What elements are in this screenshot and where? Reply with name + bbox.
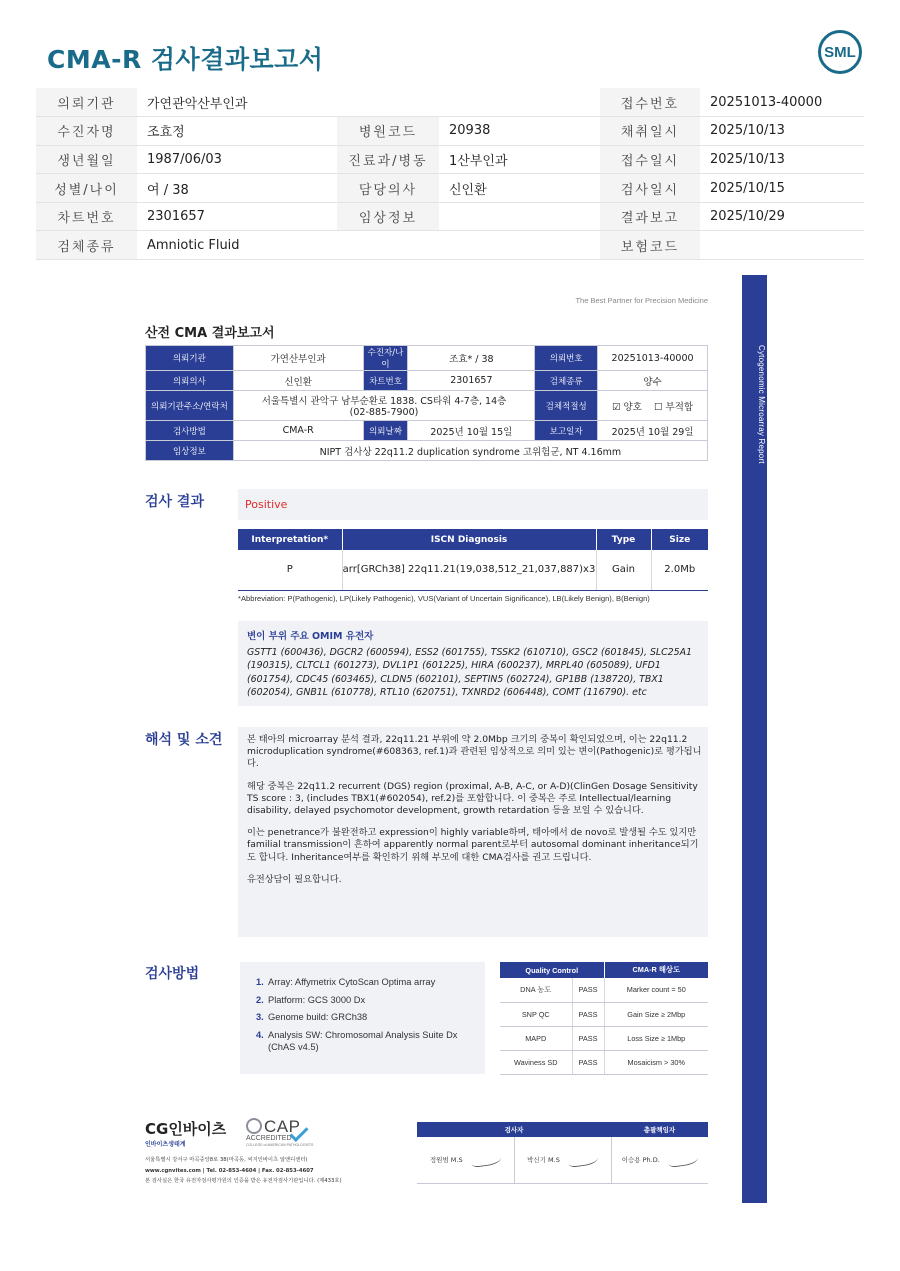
signature-cell [514,1137,611,1183]
header-value: 조효정 [137,117,337,146]
cg-invites-subtitle: 인바이츠생태계 [145,1141,186,1148]
qc-cell: Loss Size ≥ 1Mbp [604,1026,708,1050]
qc-header: Quality Control [500,962,604,978]
header-value: Amniotic Fluid [137,231,337,260]
quality-control-table [500,962,708,1075]
result-header: Size [651,529,708,550]
request-info-table [145,345,708,461]
result-header: Interpretation* [238,529,342,550]
info-label: 임상정보 [146,441,234,461]
header-value: 2025/10/13 [700,117,864,146]
header-label: 의뢰기관 [36,88,137,117]
header-label: 결과보고 [600,202,700,231]
signer-name: 박신기 M.S [527,1155,560,1164]
header-value: 20251013-40000 [700,88,864,117]
qc-cell: DNA 농도 [500,978,572,1002]
side-bar-label: Cytogenomic Microarray Report [757,345,766,464]
qc-cell: Waviness SD [500,1050,572,1074]
header-value: 1987/06/03 [137,145,337,174]
signature-table [417,1122,708,1184]
header-row [36,231,864,260]
qc-header: CMA-R 해상도 [604,962,708,978]
cma-report-title: 산전 CMA 결과보고서 [145,326,275,341]
header-value: 여 / 38 [137,174,337,203]
signature-mark [667,1151,699,1168]
cap-seal-icon [246,1118,262,1134]
signature-header: 총괄책임자 [611,1122,708,1137]
qc-row [500,1026,708,1050]
header-row [36,174,864,203]
info-value: 신인환 [233,371,363,391]
address-line: 서울특별시 관악구 남부순환로 1838. CS타워 4-7층, 14층 [261,396,507,407]
info-label: 의뢰기관 [146,346,234,371]
cap-college-name: COLLEGE of AMERICAN PATHOLOGISTS [246,1143,314,1147]
report-title: CMA-R 검사결과보고서 [47,45,324,74]
info-row [146,441,708,461]
result-cell: P [238,550,342,590]
result-header: ISCN Diagnosis [342,529,596,550]
signature-row [417,1137,708,1183]
interpretation-paragraph: 본 태아의 microarray 분석 결과, 22q11.21 부위에 약 2.0Mbp 크기의 중복이 확인되었으며, 이는 22q11.2 microduplication syndrome(#608363, ref.1)과 관련된 임상적으로 의미 있는 변이(Pathogenic)로 평가됩니다. [247,734,702,770]
info-label: 의뢰날짜 [363,421,408,441]
header-label: 접수번호 [600,88,700,117]
result-status: Positive [245,498,288,511]
header-label: 진료과/병동 [337,145,439,174]
method-number: 3. [256,1012,264,1022]
info-label: 의뢰번호 [535,346,598,371]
header-label: 차트번호 [36,202,137,231]
header-label: 보험코드 [600,231,700,260]
interpretation-text [247,734,702,896]
signer-name: 정원범 M.S [429,1155,463,1164]
signature-header-row [417,1122,708,1137]
patient-header-table [36,88,864,260]
omim-gene-list: GSTT1 (600436), DGCR2 (600594), ESS2 (601755), TSSK2 (610710), GSC2 (601845), SLC25A1 (190315), CLTCL1 (601273), DVL1P1 (601225), HIRA (600237), MRPL40 (605089), UFD1 (601754), CDC45 (603465), CLDN5 (602101), SEPTIN5 (602724), GP1BB (138720), TBX1 (602054), GNB1L (610778), RTL10 (620751), TXNRD2 (606448), COMT (116790). etc [247,647,692,698]
info-row [146,391,708,421]
result-status-box [238,489,708,520]
lab-footer [145,1155,415,1187]
lab-contact: www.cgnvites.com | Tel. 02-853-4604 | Fax. 02-853-4607 [145,1167,314,1174]
method-list [256,976,481,1058]
info-label: 검사방법 [146,421,234,441]
qc-cell: PASS [572,978,604,1002]
signature-cell [611,1137,708,1183]
interpretation-paragraph: 해당 중복은 22q11.2 recurrent (DGS) region (proximal, A-B, A-C, or A-D)(ClinGen Dosage Sensitivity TS score : 3, (includes TBX1(#602054), ref.2)를 포함합니다. 이 중복은 주로 Intellectual/learning disability, delayed psychomotor development, growth retardation 등을 보일 수 있습니다. [247,780,698,817]
header-value: 2025/10/29 [700,202,864,231]
result-cell: Gain [596,550,651,590]
info-row [146,346,708,371]
info-label: 수진자/나이 [363,346,408,371]
method-number: 1. [256,977,264,987]
qc-row [500,1002,708,1026]
header-label: 접수일시 [600,145,700,174]
header-row [36,145,864,174]
header-label: 생년월일 [36,145,137,174]
clinical-info: NIPT 검사상 22q11.2 duplication syndrome 고위험군, NT 4.16mm [233,441,707,461]
qc-cell: Mosaicism > 30% [604,1050,708,1074]
result-header-row [238,529,708,550]
signature-header: 검사자 [417,1122,611,1137]
method-number: 4. [256,1029,264,1040]
sml-logo: SML [818,30,862,74]
interpretation-paragraph: 이는 penetrance가 불완전하고 expression이 highly variable하며, 태아에서 de novo로 발생될 수도 있지만 familial transmission이 흔하여 apparently normal parent로부터 autosomal dominant inheritance되기도 합니다. Inheritance여부를 확인하기 위해 부모에 대한 CMA검사를 권고 드립니다. [247,827,699,863]
result-header: Type [596,529,651,550]
report-tagline: The Best Partner for Precision Medicine [575,296,708,305]
info-value: 2301657 [408,371,535,391]
info-row [146,421,708,441]
info-label: 차트번호 [363,371,408,391]
header-value [439,88,600,117]
info-label: 보고일자 [535,421,598,441]
info-label: 검체적절성 [535,391,598,421]
header-label: 검체종류 [36,231,137,260]
qc-cell: PASS [572,1050,604,1074]
abbreviation-note: *Abbreviation: P(Pathogenic), LP(Likely Pathogenic), VUS(Variant of Uncertain Significance), LB(Likely Benign), B(Benign) [238,594,650,603]
qc-cell: MAPD [500,1026,572,1050]
info-value: 조효* / 38 [408,346,535,371]
lab-address: 서울특별시 강서구 마곡중앙8로 38(마곡동, 씨지인바이츠 알앤디센터) [145,1157,308,1163]
result-cell: arr[GRCh38] 22q11.21(19,038,512_21,037,887)x3 [342,550,596,590]
header-value: 2025/10/15 [700,174,864,203]
header-value [439,231,600,260]
header-label: 채취일시 [600,117,700,146]
interpretation-heading: 해석 및 소견 [145,732,223,748]
info-value: 양수 [598,371,708,391]
adequacy-bad: ☐ 부적합 [654,401,694,413]
header-label: 성별/나이 [36,174,137,203]
method-item [256,1011,481,1023]
info-value: 20251013-40000 [598,346,708,371]
header-row [36,117,864,146]
cap-accredited: ACCREDITED [246,1135,292,1142]
method-item [256,1029,481,1053]
info-label: 의뢰의사 [146,371,234,391]
signature-mark [470,1151,502,1168]
signature-mark [567,1151,599,1168]
header-value [700,231,864,260]
header-label [337,88,439,117]
header-label: 임상정보 [337,202,439,231]
header-label: 검사일시 [600,174,700,203]
info-label: 검체종류 [535,371,598,391]
header-label: 담당의사 [337,174,439,203]
info-label: 의뢰기관주소/연락처 [146,391,234,421]
adequacy-cell [598,391,708,421]
qc-row [500,1050,708,1074]
header-value: 2025/10/13 [700,145,864,174]
address-cell [233,391,534,421]
header-value: 20938 [439,117,600,146]
method-text: Array: Affymetrix CytoScan Optima array [268,977,436,987]
phone-line: (02-885-7900) [349,407,419,418]
result-cell: 2.0Mb [651,550,708,590]
adequacy-good: ☑ 양호 [612,401,642,413]
header-label [337,231,439,260]
header-value: 1산부인과 [439,145,600,174]
method-item [256,976,481,988]
method-text: Platform: GCS 3000 Dx [268,994,366,1005]
signer-name: 이승용 Ph.D. [621,1155,660,1164]
interpretation-paragraph: 유전상담이 필요합니다. [247,873,342,885]
info-row [146,371,708,391]
method-text: Genome build: GRCh38 [268,1012,368,1022]
method-item [256,994,481,1006]
header-label: 병원코드 [337,117,439,146]
cap-logo: CAP [264,1117,301,1136]
signature-cell [417,1137,514,1183]
info-value: 2025년 10월 15일 [408,421,535,441]
method-heading: 검사방법 [145,966,200,982]
result-heading: 검사 결과 [145,494,204,510]
header-row [36,202,864,231]
qc-header-row [500,962,708,978]
header-value: 2301657 [137,202,337,231]
omim-title: 변이 부위 주요 OMIM 유전자 [247,631,374,642]
result-row [238,550,708,590]
info-value: CMA-R [233,421,363,441]
header-value: 가연관악산부인과 [137,88,337,117]
cg-invites-logo: CG인바이츠 [145,1120,227,1138]
qc-row [500,978,708,1002]
header-row [36,88,864,117]
header-value [439,202,600,231]
method-number: 2. [256,994,264,1005]
method-text: Analysis SW: Chromosomal Analysis Suite Dx (ChAS v4.5) [268,1029,458,1052]
qc-cell: Gain Size ≥ 2Mbp [604,1002,708,1026]
qc-cell: PASS [572,1002,604,1026]
result-table [238,529,708,591]
lab-notice: 본 검사실은 한국 유전자검사평가원의 인증을 받은 유전자검사기관입니다. (제433호) [145,1178,342,1184]
header-value: 신인환 [439,174,600,203]
qc-cell: Marker count = 50 [604,978,708,1002]
info-value: 가연산부인과 [233,346,363,371]
info-value: 2025년 10월 29일 [598,421,708,441]
qc-cell: PASS [572,1026,604,1050]
qc-cell: SNP QC [500,1002,572,1026]
header-label: 수진자명 [36,117,137,146]
